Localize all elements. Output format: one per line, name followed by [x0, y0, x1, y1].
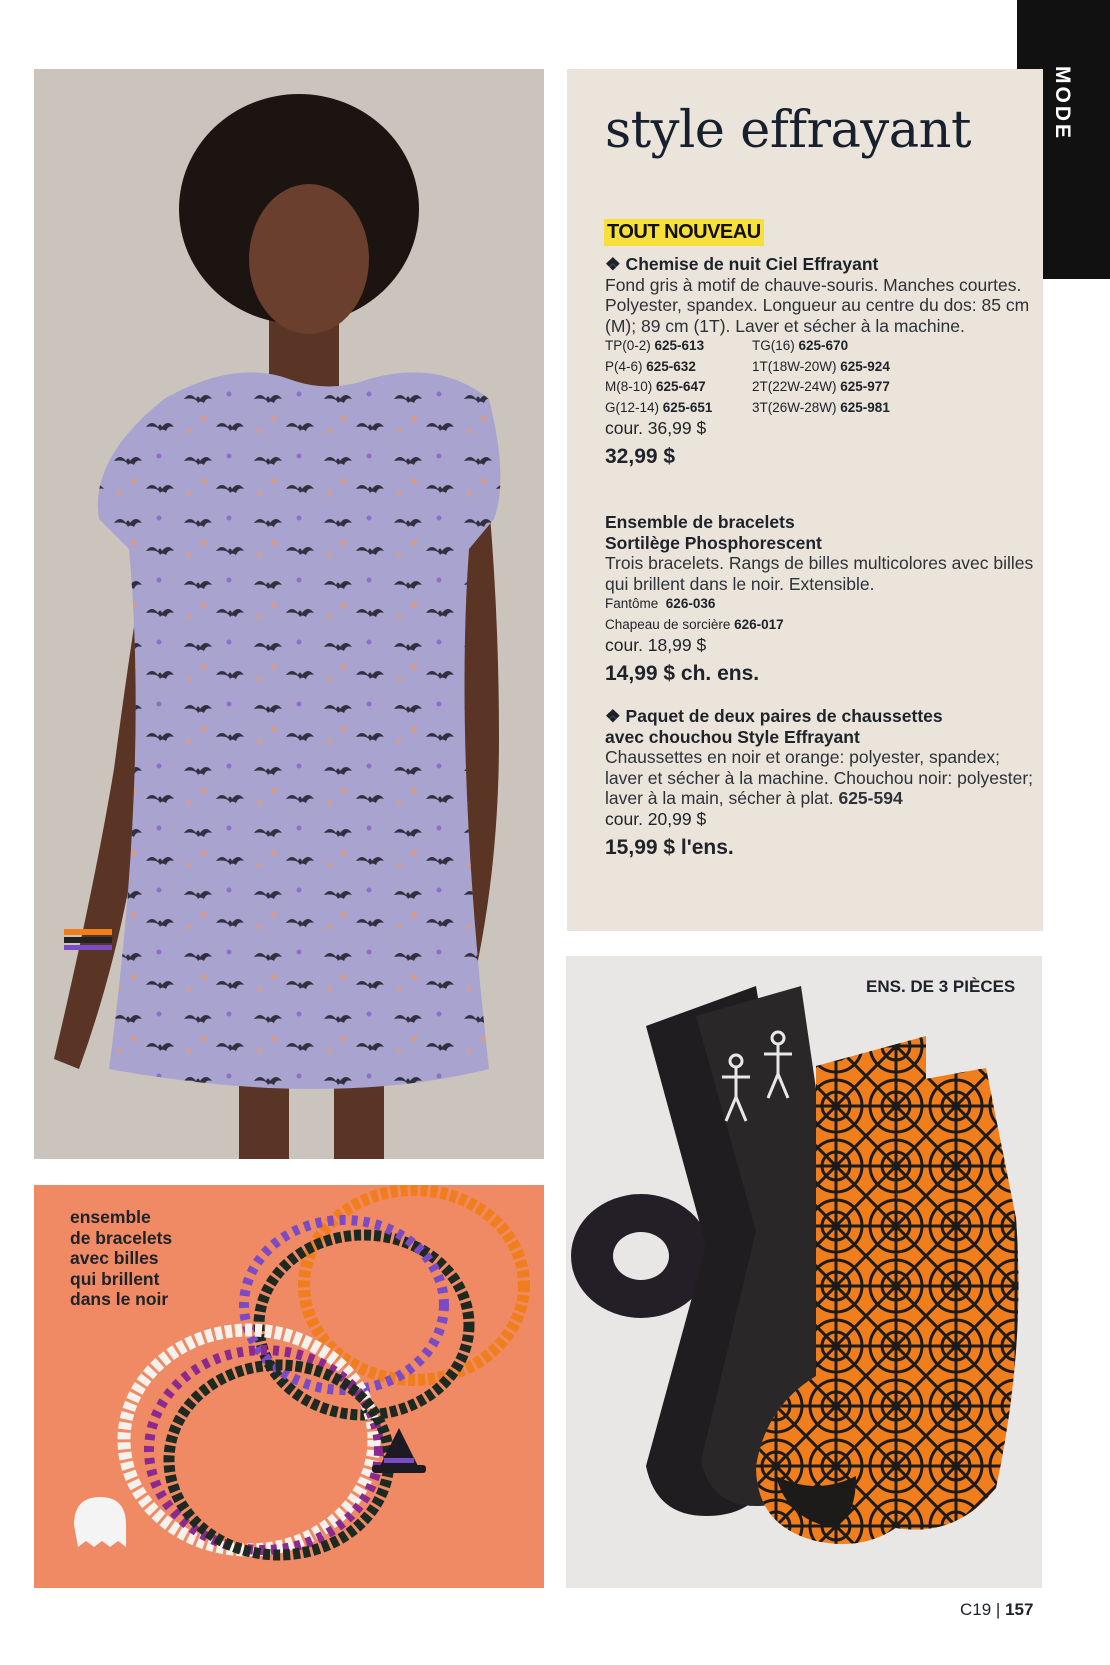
- product-name: Ensemble de bracelets Sortilège Phosphorescent: [605, 512, 822, 553]
- sku-item: TP(0-2) 625-613: [605, 338, 705, 353]
- sale-price: 15,99 $ l'ens.: [605, 835, 734, 859]
- product-code: 625-594: [838, 788, 903, 808]
- product-bracelets: [605, 512, 1035, 689]
- socks-photo: [566, 956, 1042, 1588]
- sku-item: P(4-6) 625-632: [605, 358, 696, 374]
- product-info-panel: [567, 69, 1043, 931]
- sku-item: G(12-14) 625-651: [605, 399, 713, 415]
- page-title: style effrayant: [605, 101, 971, 160]
- folio-separator: |: [995, 1600, 1001, 1619]
- sku-item: Fantôme 626-036: [605, 596, 716, 611]
- product-name: ❖ Paquet de deux paires de chaussettes avec chouchou Style Effrayant: [605, 706, 943, 747]
- size-sku-table: [605, 336, 1035, 418]
- regular-price: cour. 36,99 $: [605, 418, 707, 438]
- product-description: Chaussettes en noir et orange: polyester, spandex; laver et sécher à la machine. Chouchou noir: polyester; laver à la main, sécher à plat. 625-594: [605, 747, 1034, 808]
- nightgown-photo: [34, 69, 544, 1159]
- section-code: C19: [960, 1600, 992, 1619]
- sku-item: TG(16) 625-670: [752, 338, 849, 353]
- sku-item: M(8-10) 625-647: [605, 379, 706, 394]
- new-badge: TOUT NOUVEAU: [604, 219, 764, 246]
- sku-item: Chapeau de sorcière 626-017: [605, 616, 784, 632]
- regular-price: cour. 20,99 $: [605, 808, 707, 829]
- section-tab-label: MODE: [1051, 66, 1074, 141]
- socks-illustration: [566, 956, 1042, 1588]
- bracelets-caption: ensemble de bracelets avec billes qui brillent dans le noir: [70, 1207, 173, 1309]
- nightgown-illustration: [34, 69, 544, 1159]
- regular-price: cour. 18,99 $: [605, 635, 707, 655]
- sku-item: 1T(18W-20W) 625-924: [752, 358, 890, 374]
- sku-item: 3T(26W-28W) 625-981: [752, 399, 890, 415]
- sale-price: 32,99 $: [605, 445, 676, 468]
- product-description: Trois bracelets. Rangs de billes multicolores avec billes qui brillent dans le noir. Extensible.: [605, 553, 1034, 594]
- page-number: [960, 1600, 1033, 1620]
- sale-price: 14,99 $ ch. ens.: [605, 662, 760, 685]
- set-caption: ENS. DE 3 PIÈCES: [866, 977, 1016, 996]
- product-nightgown: [605, 254, 1035, 472]
- sku-item: 2T(22W-24W) 625-977: [752, 379, 890, 394]
- product-description: Fond gris à motif de chauve-souris. Manches courtes. Polyester, spandex. Longueur au centre du dos: 85 cm (M); 89 cm (1T). Laver et sécher à la machine.: [605, 274, 1030, 336]
- product-socks: [605, 706, 1035, 863]
- page-num: 157: [1005, 1600, 1034, 1619]
- product-name: ❖ Chemise de nuit Ciel Effrayant: [605, 254, 879, 274]
